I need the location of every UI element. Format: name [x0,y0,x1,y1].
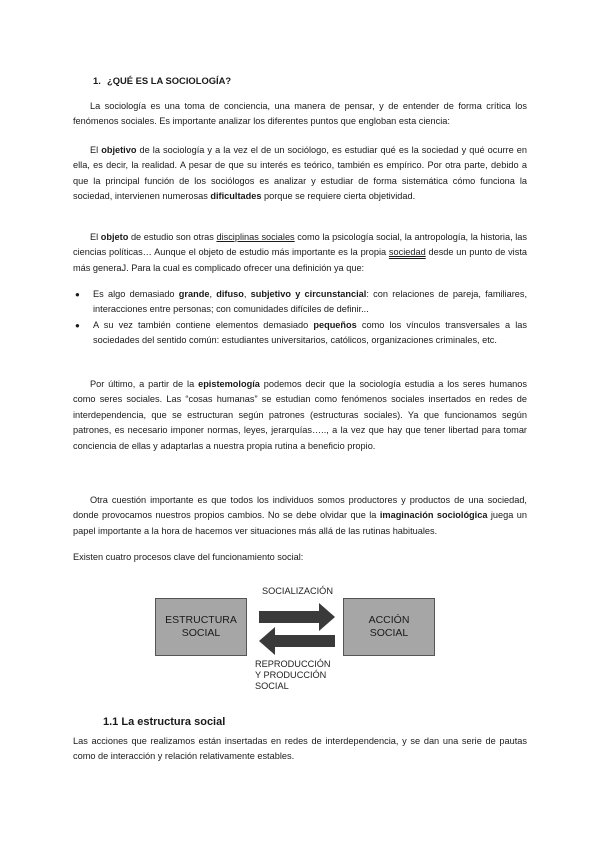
bold-term: pequeños [313,319,357,330]
text-run: desde un punto de vista más generaJ. Para la cual es complicado ofrecer una definición ya que: [73,247,527,273]
text-run: , [209,289,217,299]
label-reproduccion [255,659,331,692]
paragraph-epistemologia [73,377,527,454]
box-label-line: ESTRUCTURA [165,614,237,626]
paragraph-intro: La sociología es una toma de conciencia, una manera de pensar, y de entender de forma crítica los fenómenos sociales. Es importante analizar los diferentes puntos que engloban esta ciencia: [73,101,527,127]
text-run: El [90,145,102,155]
bullet-list [73,287,527,349]
subsection-heading [103,716,225,728]
bold-term: subjetivo y circunstancial [250,289,367,299]
heading-title: ¿QUÉ ES LA SOCIOLOGÍA? [107,75,232,86]
bold-term-dificultades: dificultades [210,191,262,202]
list-item [73,287,527,318]
label-line: REPRODUCCIÓN [255,659,331,669]
section-heading [93,73,231,88]
paragraph-imaginacion [73,493,527,539]
arrow-left-icon [259,627,335,655]
box-label-line: SOCIAL [369,627,409,639]
text-run: A su vez también contiene elementos demasiado [93,319,314,330]
label-socializacion: SOCIALIZACIÓN [262,586,333,596]
label-line: SOCIAL [255,681,289,691]
paragraph-estructura: Las acciones que realizamos están insertadas en redes de interdependencia, y se dan una serie de pautas como de interacción y relación relativamente estables. [73,736,527,762]
box-label-line: SOCIAL [181,627,221,639]
text-run: , [243,289,251,299]
subsection-title: La estructura social [121,716,226,728]
text-run: como la psicología social, la antropología, la historia, las ciencias políticas… Aunque el objeto de estudio más importante es la propia [73,232,527,258]
heading-number: 1. [93,75,101,86]
text-run: como los vínculos transversales a las sociedades del sentido común: estudiantes universitarios, católicos, organizaciones criminales, etc. [93,319,527,346]
social-process-diagram [155,586,440,696]
text-run: juega un papel importante a la hora de hacemos ver situaciones más allá de las rutinas habituales. [73,510,527,536]
paragraph-objetivo [73,143,527,205]
text-run: podemos decir que la sociología estudia a los seres humanos como seres sociales. Las “cosas humanas” se estudian como fenómenos sociales insertados en redes de interdependencia, que se estructuran según patrones (estructuras sociales). Ya que funcionamos según patrones, es necesario imponer normas, leyes, jerarquías….., a la vez que hay que tener libertad para tomar conciencia de ellas y adaptarlas a nuestra propia rutina a beneficio propio. [73,379,527,451]
bold-term-objetivo: objetivo [101,145,137,155]
paragraph-objeto [73,230,527,276]
underlined-term-disciplinas: disciplinas sociales [216,232,295,242]
box-label-line: ACCIÓN [368,614,410,626]
list-item [73,318,527,349]
label-line: Y PRODUCCIÓN [255,670,327,680]
subsection-number: 1.1 [103,716,119,728]
bold-term: difuso [216,289,244,299]
text-run: de la sociología y a la vez el de un sociólogo, es estudiar qué es la sociedad y qué ocurre en ella, es decir, la realidad. A pesar de que su interés es teórico, también es empírico. Por otra parte, debido a que la principal función de los sociólogos es analizar y estudiar de forma sistemática cómo funciona la sociedad, intervienen numerosas [73,145,527,202]
underlined-term-sociedad: sociedad [388,247,426,258]
bullet-icon: ● [75,320,80,330]
text-run: de estudio son otras [128,232,217,242]
text-run: : con relaciones de pareja, familiares, interacciones entre personas; con comunidades difíciles de definir... [93,289,528,315]
text-run: El [90,232,101,242]
bold-term-objeto: objeto [100,232,129,242]
bullet-icon: ● [75,290,80,299]
bold-term-imaginacion: imaginación sociológica [379,510,488,521]
bold-term: grande [178,289,210,299]
text-run: Es algo demasiado [93,289,179,299]
text-run: Por último, a partir de la [90,379,199,389]
text-run: Otra cuestión importante es que todos los individuos somos productores y productos de una sociedad, donde provocamos nuestros propios cambios. No se debe olvidar que la [73,495,527,521]
text-run: porque se requiere cierta objetividad. [261,191,416,202]
arrow-right-icon [259,603,335,631]
paragraph-procesos: Existen cuatro procesos clave del funcionamiento social: [73,552,304,562]
bold-term-epistemologia: epistemología [198,379,260,389]
